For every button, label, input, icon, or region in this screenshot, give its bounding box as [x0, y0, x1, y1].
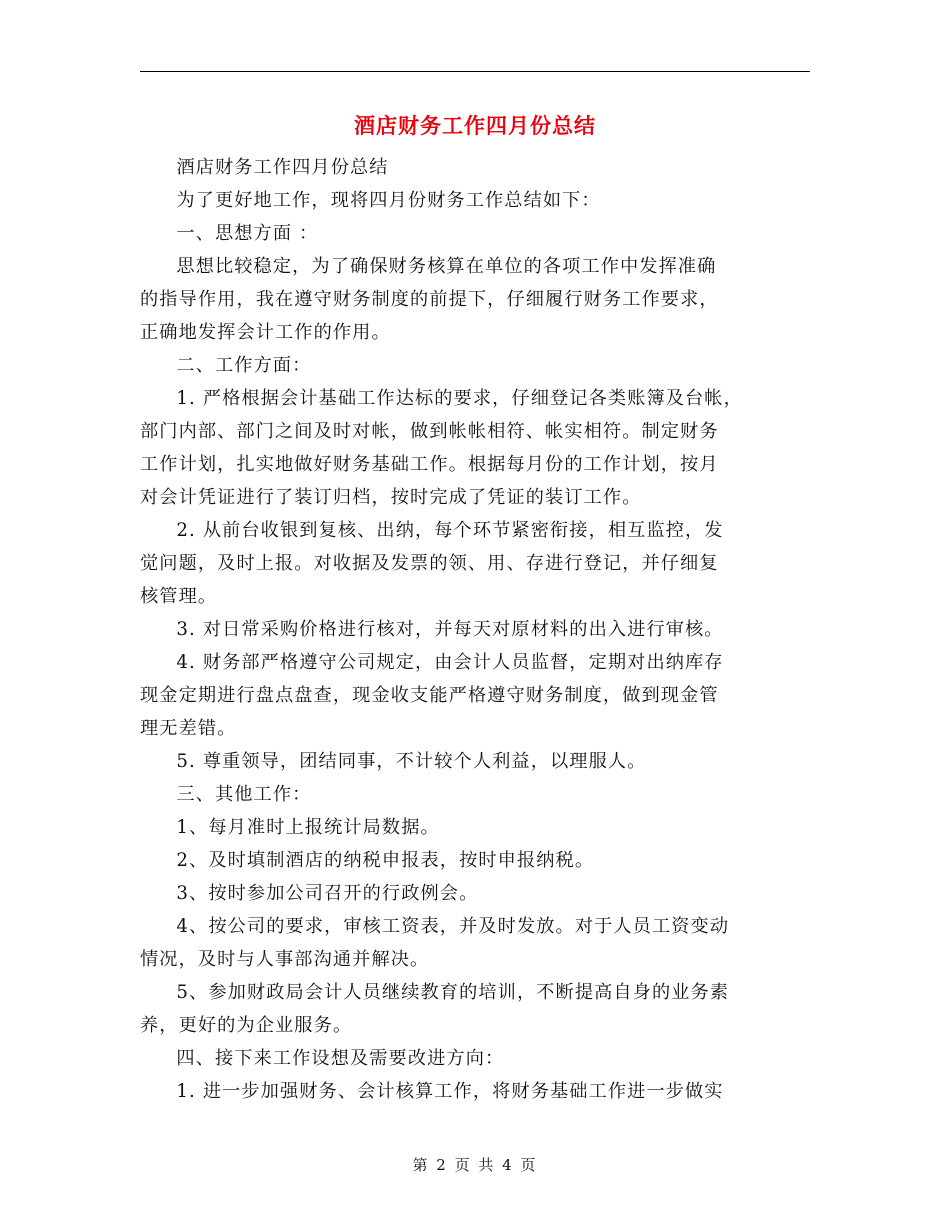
- paragraph-line: 1、每月准时上报统计局数据。: [176, 817, 440, 838]
- paragraph-continuation-line: 工作计划，扎实地做好财务基础工作。根据每月份的工作计划，按月: [140, 454, 719, 475]
- page-number: 第 2 页 共 4 页: [412, 1156, 538, 1174]
- paragraph-line: 1. 进一步加强财务、会计核算工作，将财务基础工作进一步做实: [176, 1081, 724, 1102]
- paragraph-line: 为了更好地工作，现将四月份财务工作总结如下：: [176, 190, 601, 211]
- paragraph-continuation-line: 现金定期进行盘点盘查，现金收支能严格遵守财务制度，做到现金管: [140, 685, 719, 706]
- paragraph-line: 5. 尊重领导，团结同事，不计较个人利益，以理服人。: [176, 751, 647, 772]
- paragraph-line: 思想比较稳定，为了确保财务核算在单位的各项工作中发挥准确: [176, 256, 717, 277]
- paragraph-line: 一、思想方面 ：: [176, 223, 319, 244]
- paragraph-line: 四、接下来工作设想及需要改进方向：: [176, 1048, 505, 1069]
- header-rule: [140, 71, 810, 72]
- paragraph-line: 酒店财务工作四月份总结: [176, 157, 389, 178]
- paragraph-line: 5、参加财政局会计人员继续教育的培训，不断提高自身的业务素: [176, 982, 730, 1003]
- paragraph-continuation-line: 正确地发挥会计工作的作用。: [140, 322, 391, 343]
- paragraph-continuation-line: 部门内部、部门之间及时对帐，做到帐帐相符、帐实相符。制定财务: [140, 421, 719, 442]
- paragraph-line: 3、按时参加公司召开的行政例会。: [176, 883, 479, 904]
- paragraph-line: 2. 从前台收银到复核、出纳，每个环节紧密衔接，相互监控，发: [176, 520, 724, 541]
- paragraph-line: 三、其他工作：: [176, 784, 312, 805]
- paragraph-continuation-line: 养，更好的为企业服务。: [140, 1015, 353, 1036]
- paragraph-line: 1. 严格根据会计基础工作达标的要求，仔细登记各类账簿及台帐，: [176, 388, 743, 409]
- paragraph-line: 2、及时填制酒店的纳税申报表，按时申报纳税。: [176, 850, 595, 871]
- paragraph-continuation-line: 觉问题，及时上报。对收据及发票的领、用、存进行登记，并仔细复: [140, 553, 719, 574]
- paragraph-continuation-line: 情况，及时与人事部沟通并解决。: [140, 949, 430, 970]
- document-body: [140, 151, 815, 1108]
- paragraph-line: 4、按公司的要求，审核工资表，并及时发放。对于人员工资变动: [176, 916, 730, 937]
- paragraph-line: 二、工作方面：: [176, 355, 312, 376]
- paragraph-line: 3. 对日常采购价格进行核对，并每天对原材料的出入进行审核。: [176, 619, 724, 640]
- paragraph-continuation-line: 核管理。: [140, 586, 218, 607]
- paragraph-line: 4. 财务部严格遵守公司规定，由会计人员监督，定期对出纳库存: [176, 652, 724, 673]
- document-title: 酒店财务工作四月份总结: [354, 113, 596, 138]
- paragraph-continuation-line: 对会计凭证进行了装订归档，按时完成了凭证的装订工作。: [140, 487, 642, 508]
- paragraph-continuation-line: 理无差错。: [140, 718, 237, 739]
- paragraph-continuation-line: 的指导作用，我在遵守财务制度的前提下，仔细履行财务工作要求，: [140, 289, 719, 310]
